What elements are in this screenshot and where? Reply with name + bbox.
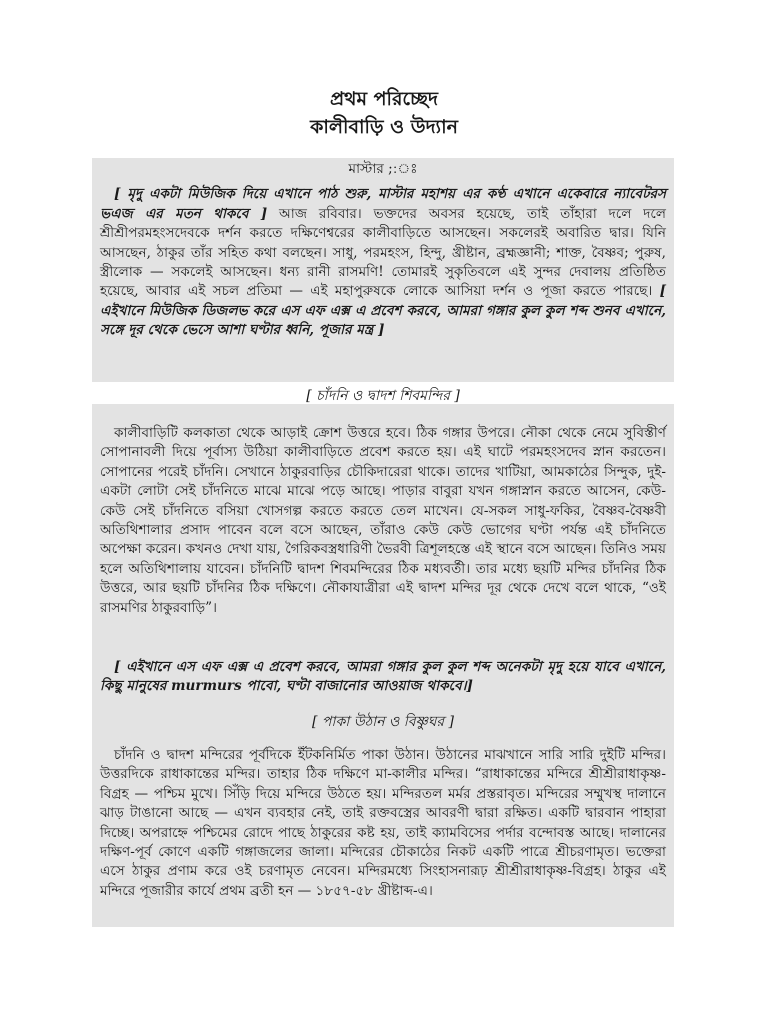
intro-paragraph	[100, 185, 666, 340]
section2-paragraph: চাঁদনি ও দ্বাদশ মন্দিরের পূর্বদিকে ইঁটকনির্মিত পাকা উঠান। উঠানের মাঝখানে সারি সারি দুইটি মন্দির। উত্তরদিকে রাধাকান্তের মন্দির। তাহার ঠিক দক্ষিণে মা-কালীর মন্দির। “রাধাকান্তের মন্দিরে শ্রীশ্রীরাধাকৃষ্ণ-বিগ্রহ — পশ্চিম মুখে। সিঁড়ি দিয়ে মন্দিরে উঠতে হয়। মন্দিরতল মর্মর প্রস্তরাবৃত। মন্দিরের সম্মুখস্থ দালানে ঝাড় টাঙানো আছে — এখন ব্যবহার নেই, তাই রক্তবস্ত্রের আবরণী দ্বারা রক্ষিত। একটি দ্বারবান পাহারা দিচ্ছে। অপরাহ্নে পশ্চিমের রোদে পাছে ঠাকুরের কষ্ট হয়, তাই ক্যামবিসের পর্দার বন্দোবস্ত আছে। দালানের দক্ষিণ-পূর্ব কোণে একটি গঙ্গাজলের জালা। মন্দিরের চৌকাঠের নিকট একটি পাত্রে শ্রীচরণামৃত। ভক্তেরা এসে ঠাকুর প্রণাম করে ওই চরণামৃত নেবেন। মন্দিরমধ্যে সিংহাসনারূঢ় শ্রীশ্রীরাধাকৃষ্ণ-বিগ্রহ। ঠাকুর এই মন্দিরে পূজারীর কার্যে প্রথম ব্রতী হন — ১৮৫৭-৫৮ খ্রীষ্টাব্দ-এ।	[100, 747, 666, 899]
section1-block	[92, 424, 674, 648]
section-heading: [ চাঁদনি ও দ্বাদশ শিবমন্দির ]	[306, 388, 460, 404]
section1-note-block	[92, 658, 674, 700]
sound-note: [ এইখানে এস এফ এক্স এ প্রবেশ করবে, আমরা গঙ্গার কুল কুল শব্দ অনেকটা মৃদু হয়ে যাবে এখানে, কিছু মানুষের murmurs পাবো, ঘণ্টা বাজানোর আওয়াজ থাকবে।]	[100, 659, 666, 695]
sound-note: [ মৃদু একটা মিউজিক দিয়ে এখানে পাঠ শুরু, মাস্টার মহাশয় এর কণ্ঠ এখানে একেবারে ন্যাবেটরস ভএজ এর মতন থাকবে ]	[100, 186, 666, 222]
chapter-title: প্রথম পরিচ্ছেদ	[329, 88, 439, 110]
emphasis-word: murmurs	[171, 678, 242, 695]
section2-block	[92, 746, 674, 924]
section1-paragraph: কালীবাড়িটি কলকাতা থেকে আড়াই ক্রোশ উত্তরে হবে। ঠিক গঙ্গার উপরে। নৌকা থেকে নেমে সুবিস্তীর্ণ সোপানাবলী দিয়ে পূর্বাস্য উঠিয়া কালীবাড়িতে প্রবেশ করতে হয়। এই ঘাটে পরমহংসদেব স্নান করতেন। সোপানের পরেই চাঁদনি। সেখানে ঠাকুরবাড়ির চৌকিদারেরা থাকে। তাদের খাটিয়া, আমকাঠের সিন্দুক, দুই-একটা লোটা সেই চাঁদনিতে মাঝে মাঝে পড়ে আছে। পাড়ার বাবুরা যখন গঙ্গাস্নান করতে আসেন, কেউ- কেউ সেই চাঁদনিতে বসিয়া খোসগল্প করতে করতে তেল মাখেন। যে-সকল সাধু-ফকির, বৈষ্ণব-বৈষ্ণবী অতিথিশালার প্রসাদ পাবেন বলে বসে আছেন, তাঁরাও কেউ কেউ ভোগের ঘণ্টা পর্যন্ত এই চাঁদনিতে অপেক্ষা করেন। কখনও দেখা যায়, গৈরিকবস্ত্রধারিণী ভৈরবী ত্রিশূলহস্তে এই স্থানে বসে আছেন। তিনিও সময় হলে অতিথিশালায় যাবেন। চাঁদনিটি দ্বাদশ শিবমন্দিরের ঠিক মধ্যবর্তী। তার মধ্যে ছয়টি মন্দির চাঁদনির ঠিক উত্তরে, আর ছয়টি চাঁদনির ঠিক দক্ষিণে। নৌকাযাত্রীরা এই দ্বাদশ মন্দির দূর থেকে দেখে বলে থাকে, “ওই রাসমণির ঠাকুরবাড়ি”।	[100, 425, 666, 616]
intro-block	[92, 160, 674, 380]
sound-note: [ এইখানে মিউজিক ডিজলভ করে এস এফ এক্স এ প্রবেশ করবে, আমরা গঙ্গার কুল কুল শব্দ শুনব এখানে, সঙ্গে দূর থেকে ভেসে আশা ঘণ্টার ধ্বনি, পূজার মন্ত্র ]	[100, 283, 666, 339]
chapter-subtitle: কালীবাড়ি ও উদ্যান	[310, 116, 458, 138]
speaker-label: মাস্টার ;:ঃ	[348, 161, 418, 177]
intro-text: আজ রবিবার। ভক্তদের অবসর হয়েছে, তাই তাঁহারা দলে দলে শ্রীশ্রীপরমহংসদেবকে দর্শন করতে দক্ষিণেশ্বরের কালীবাড়িতে আসছেন। সকলেরই অবারিত দ্বার। যিনি আসছেন, ঠাকুর তাঁর সহিত কথা বলছেন। সাধু, পরমহংস, হিন্দু, খ্রীষ্টান, ব্রহ্মজ্ঞানী; শাক্ত, বৈষ্ণব; পুরুষ, স্ত্রীলোক — সকলেই আসছেন। ধন্য রানী রাসমণি! তোমারই সুকৃতিবলে এই সুন্দর দেবালয় প্রতিষ্ঠিত হয়েছে, আবার এই সচল প্রতিমা — এই মহাপুরুষকে লোকে আসিয়া দর্শন ও পূজা করতে পারছে।	[100, 205, 666, 300]
section-heading: [ পাকা উঠান ও বিষ্ণুঘর ]	[311, 714, 454, 730]
